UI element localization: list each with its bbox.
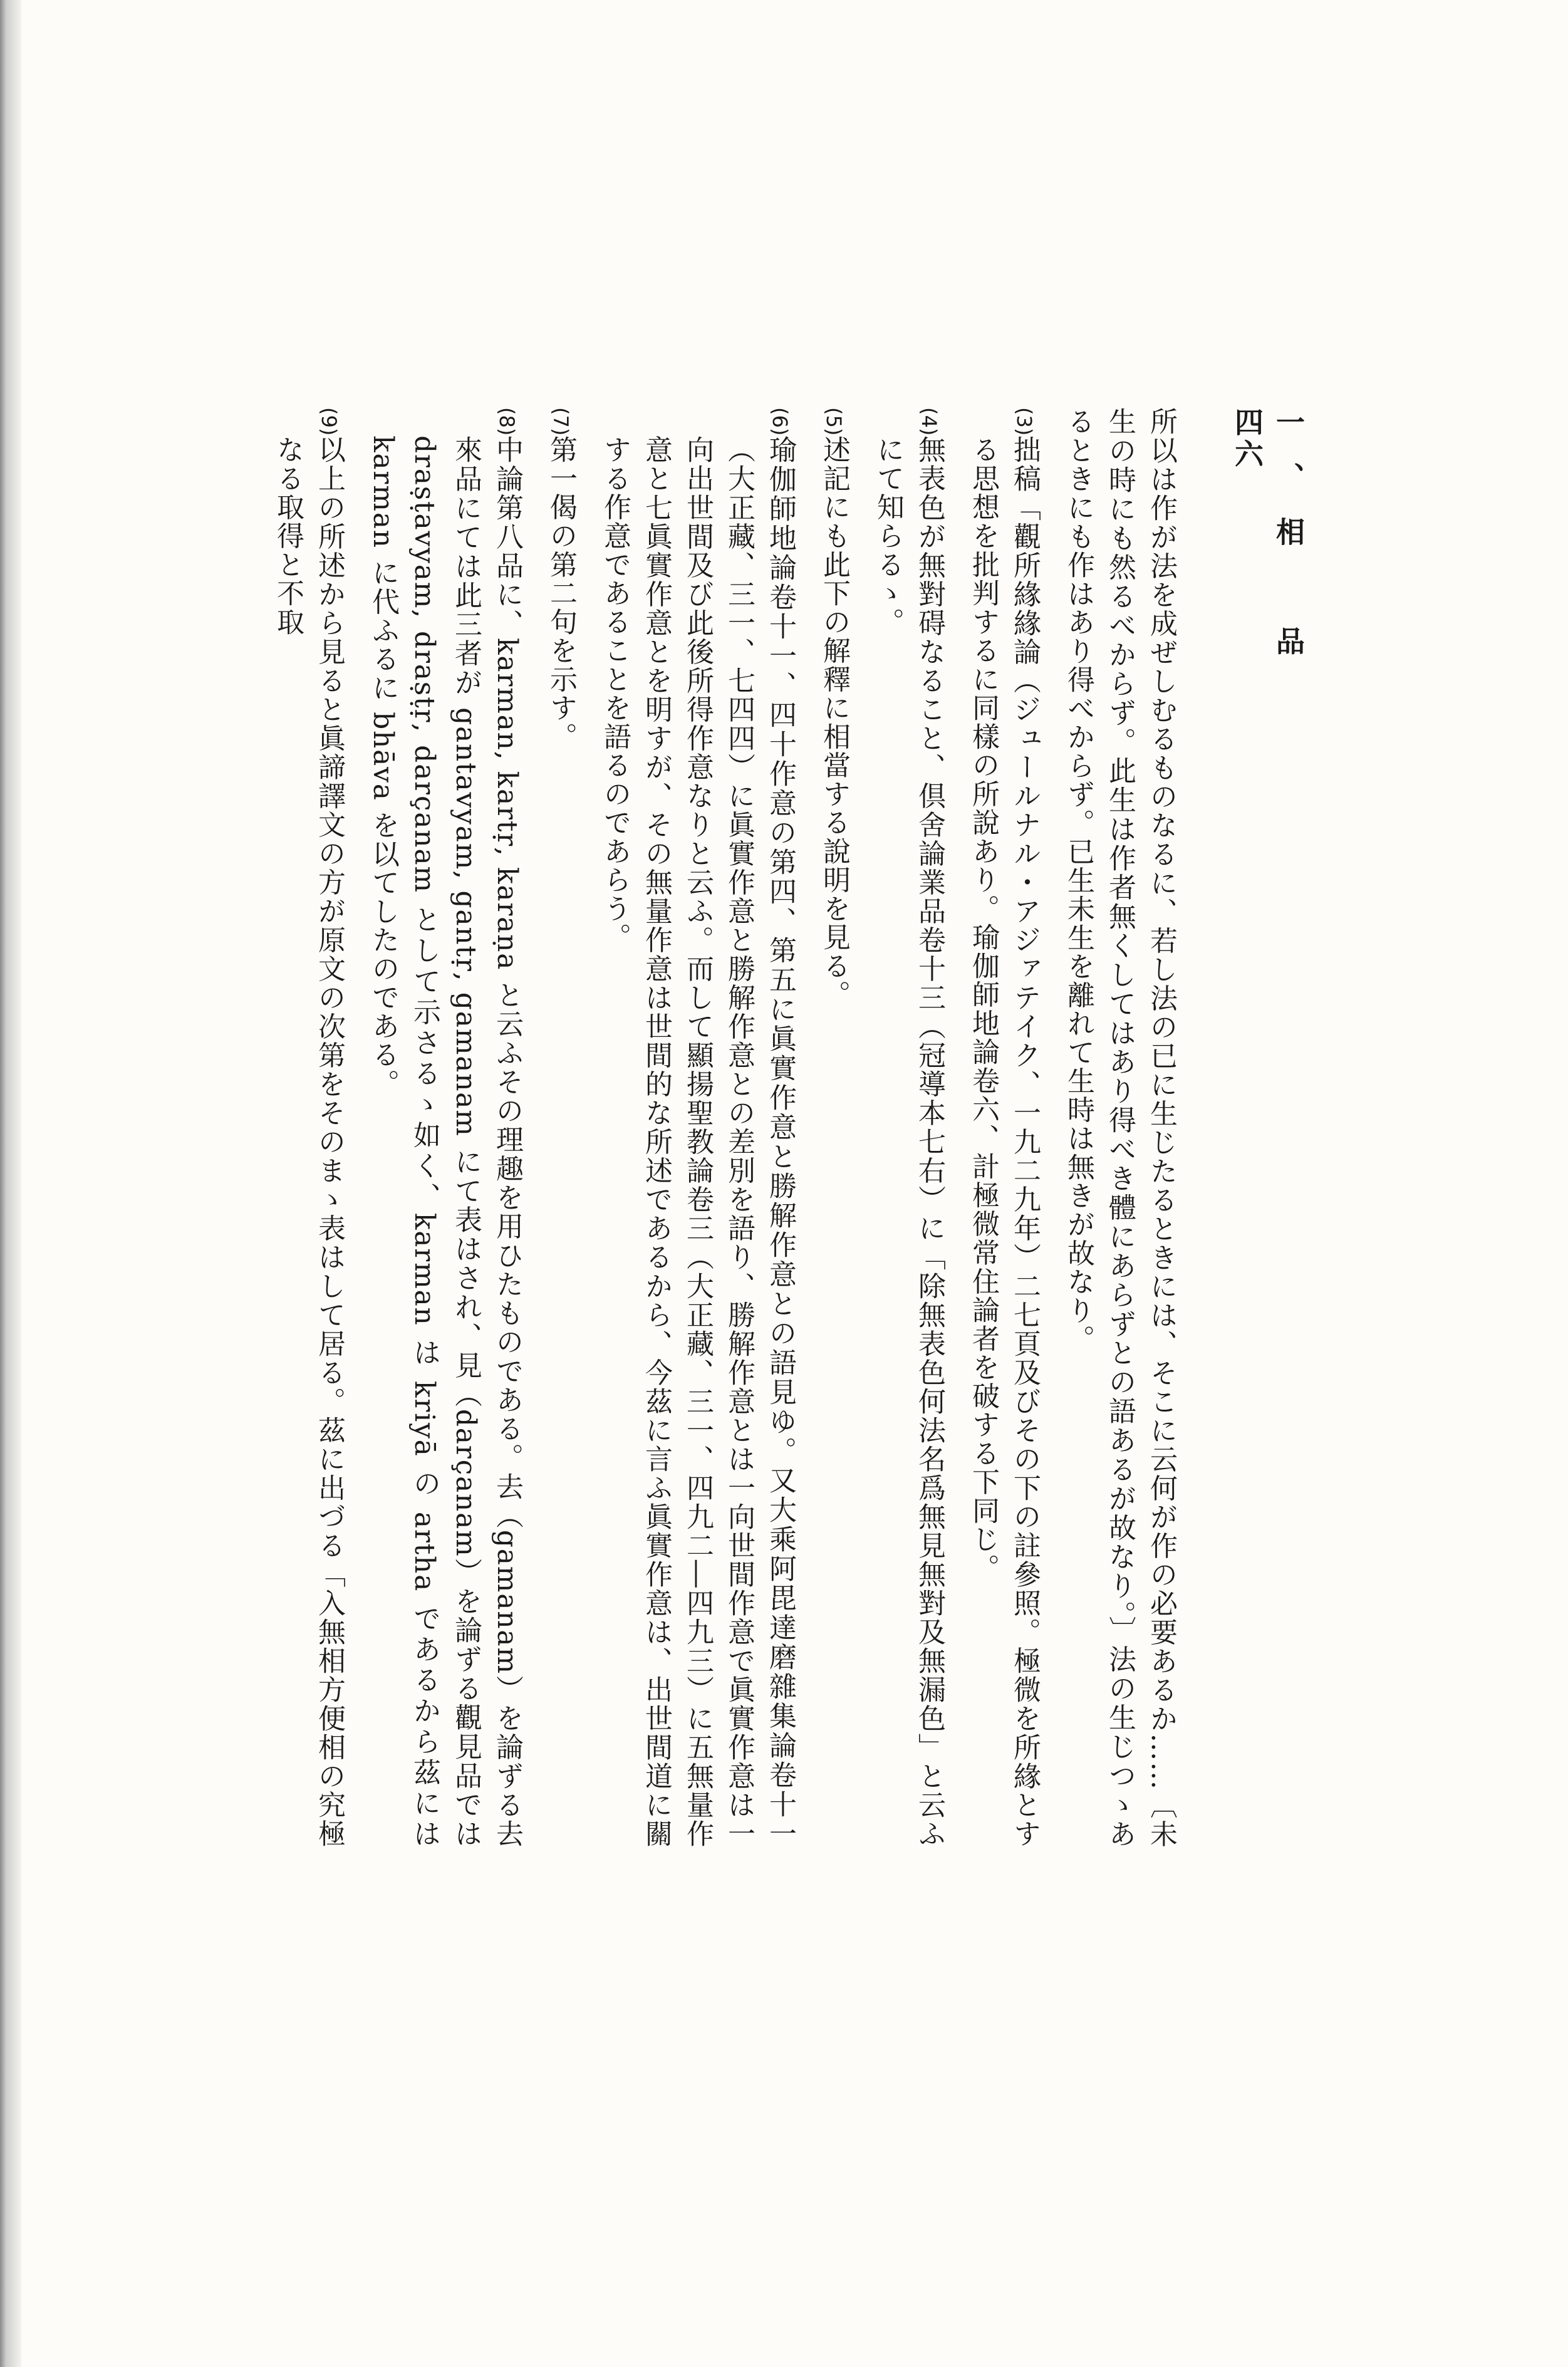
- footnote-8: [362, 407, 527, 1848]
- footnote-3: [962, 407, 1045, 1848]
- footnote-number: (6): [768, 407, 792, 436]
- page-body: [207, 407, 1309, 1848]
- footnote-text: 瑜伽師地論卷十一、四十作意の第四、第五に眞實作意と勝解作意との語見ゆ。又大乘阿毘達磨雜集論卷十一（大正藏、三一、七四四）に眞實作意と勝解作意との差別を語り、勝解作意とは一向世間作意で眞實作意は一向出世間及び此後所得作意なりと云ふ。而して顯揚聖教論卷三（大正藏、三一、四九二―四九三）に五無量作意と七眞實作意とを明すが、その無量作意は世間的な所述であるから、今茲に言ふ眞實作意は、出世間道に關する作意であることを語るのであらう。: [599, 435, 796, 1848]
- running-header: [1227, 407, 1309, 1848]
- footnote-4: [867, 407, 950, 1848]
- footnote-number: (3): [1012, 407, 1036, 436]
- footnote-5: [813, 407, 854, 1848]
- footnote-text: 中論第八品に、karman, kartṛ, karaṇa と云ふその理趣を用ひたものである。去（gamanam）を論ずる去來品にては此三者が gantavyam, gantṛ, gamanam にて表はされ、見（darçanam）を論ずる觀見品では draṣṭavyam, draṣṭṛ, darçanam として示さるゝ如く、karman は kriyā の artha であるから茲には karman に代ふるに bhāva を以てしたのである。: [367, 435, 523, 1848]
- footnote-7: [540, 407, 581, 1848]
- footnote-text: 第一偈の第二句を示す。: [545, 435, 577, 751]
- footnote-9: [267, 407, 350, 1848]
- footnote-number: (8): [495, 407, 519, 436]
- footnote-number: (5): [822, 407, 846, 436]
- footnote-text: 所以は作が法を成ぜしむるものなるに、若し法の已に生じたるときには、そこに云何が作の必要あるか……〔未生の時にも然るべからず。此生は作者無くしてはあり得べき體にあらずとの語あるが故なり。〕法の生じつゝあるときにも作はあり得べからず。已生未生を離れて生時は無きが故なり。: [1062, 407, 1177, 1848]
- footnote-number: (4): [917, 407, 941, 436]
- footnote-6: [594, 407, 801, 1848]
- page-number: 四六: [1230, 407, 1264, 471]
- footnote-text: 無表色が無對碍なること、倶舍論業品卷十三（冠導本七右）に「除無表色何法名爲無見無對及無漏色」と云ふにて知らるゝ。: [872, 435, 945, 1848]
- footnote-number: (7): [549, 407, 573, 436]
- binding-shadow: [0, 0, 21, 2367]
- footnote-text: 述記にも此下の解釋に相當する說明を見る。: [818, 435, 850, 1009]
- footnote-text: 以上の所述から見ると眞諦譯文の方が原文の次第をそのまゝ表はして居る。茲に出づる「入無相方便相の究極なる取得と不取: [272, 435, 345, 1848]
- footnote-continued: [1057, 407, 1181, 1848]
- chapter-title: 一、相 品: [1272, 407, 1306, 681]
- footnote-number: (9): [317, 407, 341, 436]
- footnote-text: 拙稿「觀所緣緣論（ジュールナル・アジァテイク、一九二九年）二七頁及びその下の註參照。極微を所緣とする思想を批判するに同樣の所說あり。瑜伽師地論卷六、計極微常住論者を破する下同じ。: [967, 435, 1041, 1848]
